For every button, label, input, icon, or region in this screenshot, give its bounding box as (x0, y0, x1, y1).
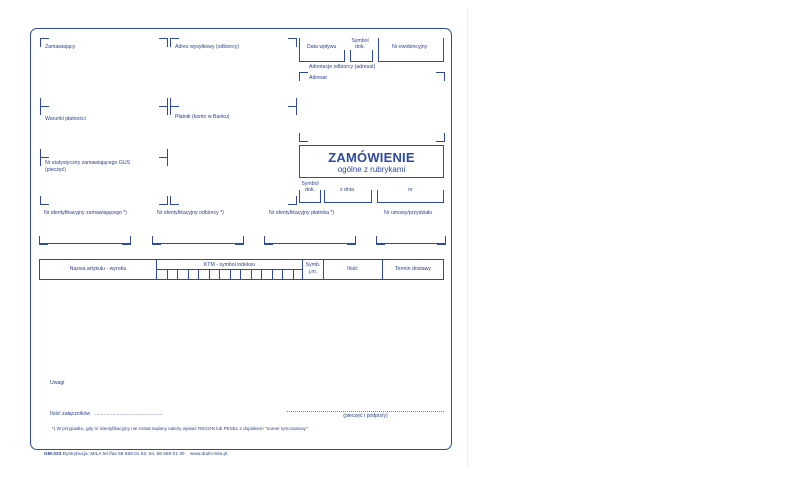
corner-mark (159, 157, 168, 166)
contract-no-field[interactable] (376, 243, 445, 244)
field-border (377, 202, 444, 203)
corner-mark (40, 106, 49, 115)
field-border (372, 50, 373, 62)
corner-mark (170, 196, 179, 205)
ktm-cell-divider (209, 269, 210, 280)
record-no-label: Nr ewidencyjny (392, 44, 428, 50)
ktm-cell-divider (167, 269, 168, 280)
field-border (371, 190, 372, 202)
corner-mark (288, 38, 297, 47)
col-qty-header: Ilość (347, 266, 358, 272)
corner-mark (159, 106, 168, 115)
nr-label: nr (408, 187, 413, 193)
form-subtitle: ogólne z rubrykami (337, 165, 406, 174)
col-ktm-header: KTM - symbol indeksu (203, 262, 256, 268)
delivery-address-label: Adres wysyłkowy (odbiorcy) (175, 44, 239, 50)
ktm-cell-divider (261, 269, 262, 280)
corner-mark (40, 196, 49, 205)
notes-label: Uwagi (50, 380, 65, 386)
nip-recipient-label: Nr identyfikacyjny odbiorcy *) (157, 210, 224, 216)
nip-orderer-label: Nr identyfikacyjny zamawiającego *) (44, 210, 128, 216)
field-border (299, 190, 300, 202)
corner-mark (159, 38, 168, 47)
field-bracket (235, 236, 244, 245)
recipient-notes-label: Adnotacje odbiorcy (adresat) (309, 64, 376, 70)
col-name-header: Nazwa artykułu - wyrobu (69, 266, 127, 272)
field-border (344, 50, 345, 62)
stat-no-label: Nr statystyczny zamawiającego GUS (pieczęć) (45, 160, 131, 173)
col-term-header: Termin dostawy (394, 266, 432, 272)
nip-payer-label: Nr identyfikacyjny płatnika *) (269, 210, 335, 216)
corner-mark (288, 106, 297, 115)
attachments-label: Ilość załączników (50, 411, 91, 417)
corner-mark (299, 133, 308, 142)
title-box (299, 145, 444, 178)
field-border (299, 202, 321, 203)
ktm-cell-divider (272, 269, 273, 280)
addressee-label: Adresat (309, 75, 327, 81)
signature-line[interactable] (287, 411, 444, 412)
corner-mark (288, 196, 297, 205)
form-title: ZAMÓWIENIE (328, 150, 415, 165)
field-border (443, 190, 444, 202)
distributor-url[interactable]: www.druki-mila.pl (189, 452, 228, 457)
ktm-cell-divider (240, 269, 241, 280)
field-border (324, 190, 325, 202)
ktm-cell-divider (230, 269, 231, 280)
ktm-cell-divider (251, 269, 252, 280)
field-bracket (437, 236, 446, 245)
nip-recipient-field[interactable] (152, 243, 243, 244)
corner-mark (299, 72, 308, 81)
field-bracket (347, 236, 356, 245)
col-unit-header: Symb. j.m. (305, 262, 321, 275)
ktm-cell-divider (282, 269, 283, 280)
attachments-field[interactable]: ............................................... (95, 411, 163, 417)
form-code: GM-223 (44, 452, 62, 457)
doc-symbol-2-label: Symbol dok. (301, 181, 319, 193)
ktm-cell-divider (293, 269, 294, 280)
field-border (378, 61, 444, 62)
footnote: *) W przypadku, gdy nr identyfikacyjny nie został nadany należy wpisać REGON lub PESEL z dopiskiem "numer tymczasowy" (52, 426, 308, 431)
doc-symbol-label: Symbol dok. (351, 38, 369, 50)
field-border (378, 38, 379, 62)
form-footer (44, 452, 227, 457)
field-border (320, 190, 321, 202)
from-date-label: z dnia (340, 187, 354, 193)
page-divider (467, 8, 468, 468)
field-border (350, 61, 372, 62)
ktm-cell-divider (177, 269, 178, 280)
payer-label: Płatnik (konto w Banku) (175, 114, 230, 120)
receipt-date-label: Data wpływu (307, 44, 337, 50)
field-border (443, 38, 444, 62)
field-border (324, 202, 372, 203)
ordering-party-label: Zamawiający (45, 44, 76, 50)
distributor-text: Dystrybucja: MILA tel./fax 58 559 01 52, tel. 58 559 01 30 (62, 452, 185, 457)
contract-no-label: Nr umowy/przydziału (384, 210, 433, 216)
ktm-cell-divider (198, 269, 199, 280)
corner-mark (436, 72, 445, 81)
field-border (350, 50, 351, 62)
ktm-cell-divider (188, 269, 189, 280)
payment-terms-label: Warunki płatności (45, 116, 86, 122)
ktm-cell-divider (219, 269, 220, 280)
signature-label: (pieczęć i podpis/y) (343, 413, 388, 419)
field-border (377, 190, 378, 202)
field-bracket (122, 236, 131, 245)
nip-orderer-field[interactable] (39, 243, 130, 244)
corner-mark (159, 196, 168, 205)
field-border (299, 61, 345, 62)
nip-payer-field[interactable] (264, 243, 355, 244)
field-border (299, 38, 300, 62)
corner-mark (436, 133, 445, 142)
